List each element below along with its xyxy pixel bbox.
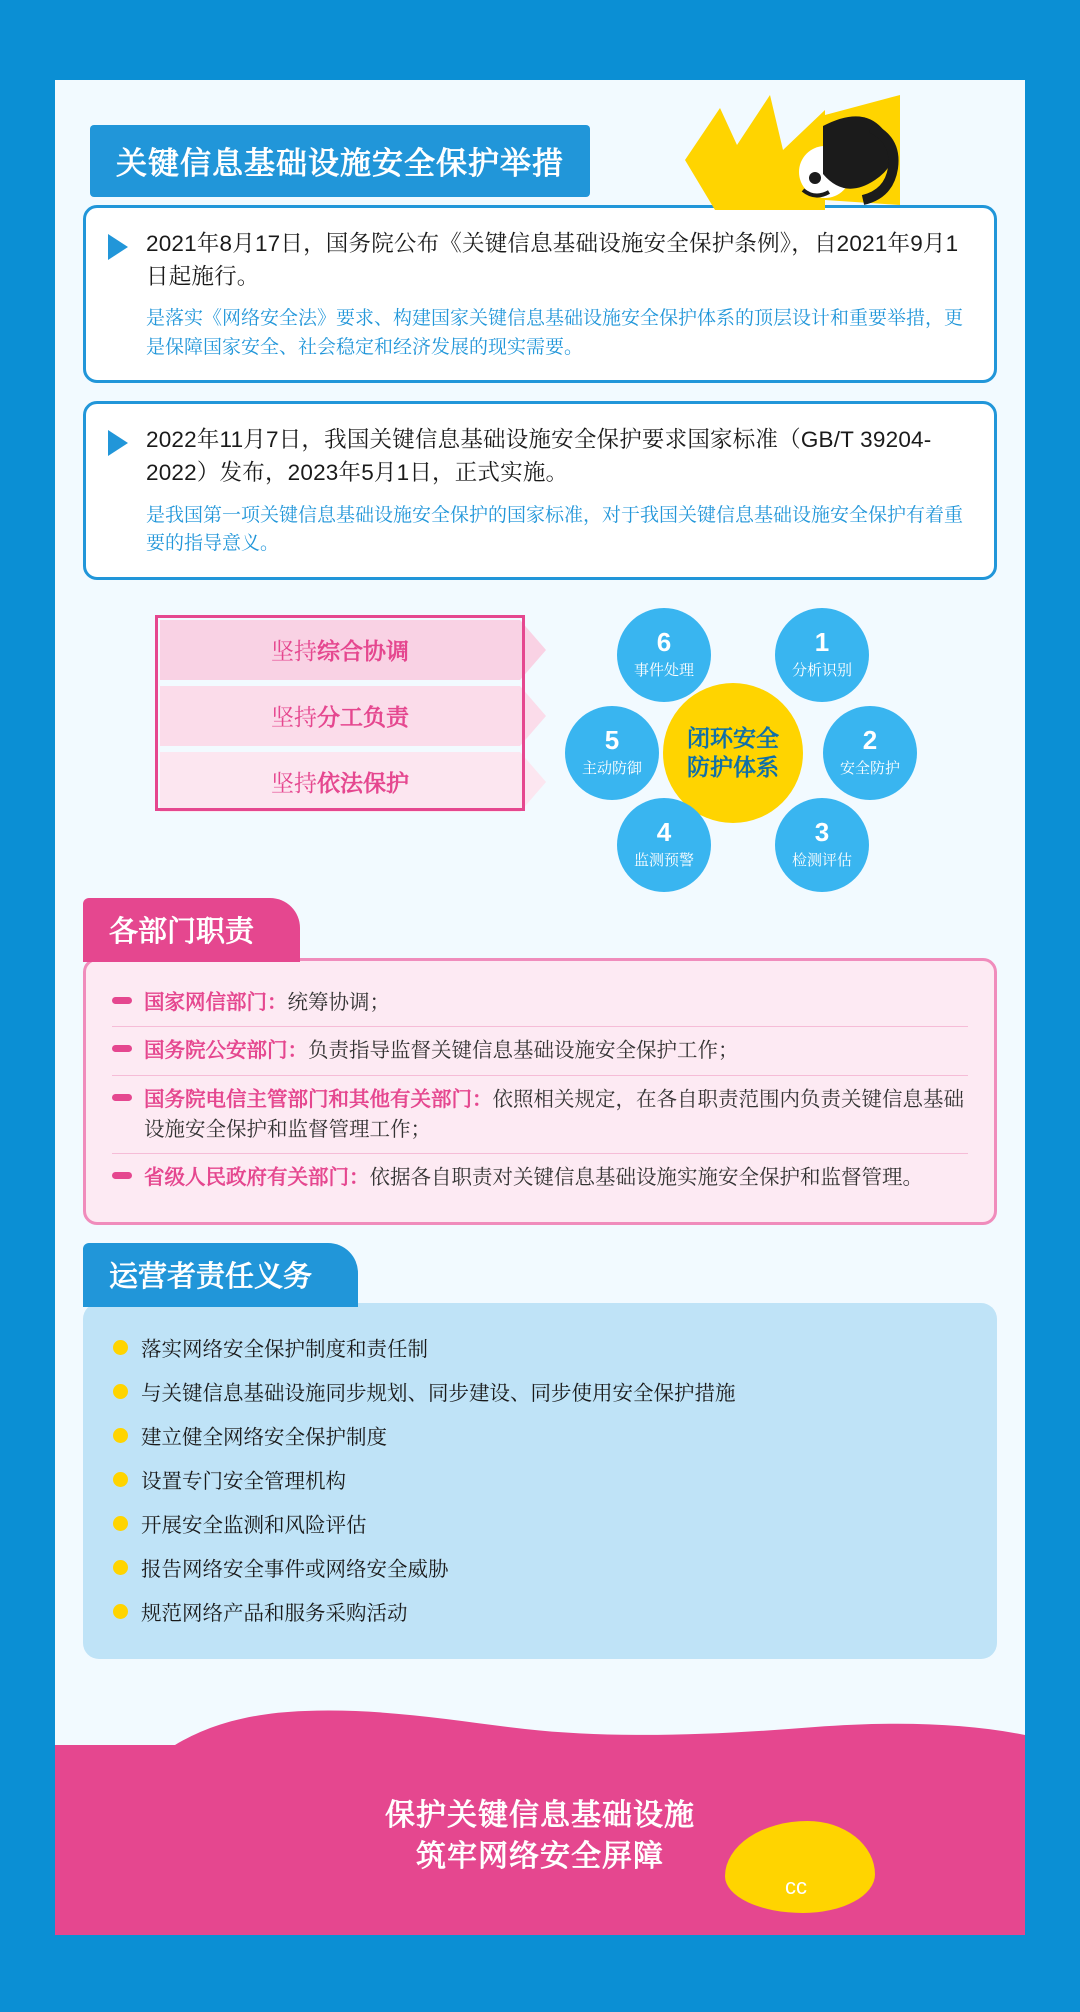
dept-row-name: 国务院电信主管部门和其他有关部门：	[144, 1087, 493, 1111]
dept-row-text: 依据各自职责对关键信息基础设施实施安全保护和监督管理。	[369, 1166, 923, 1190]
footer-slogan-line1: 保护关键信息基础设施	[385, 1799, 695, 1832]
poster-canvas	[55, 80, 1025, 1935]
list-item	[113, 1545, 967, 1589]
dept-row	[112, 1154, 968, 1202]
principles-outline	[155, 615, 525, 811]
megaphone-burst-icon	[675, 90, 905, 220]
operator-item-text: 报告网络安全事件或网络安全威胁	[141, 1558, 449, 1582]
list-item	[113, 1325, 967, 1369]
list-item	[113, 1501, 967, 1545]
dept-row-name: 省级人民政府有关部门：	[144, 1166, 370, 1190]
dept-row-name: 国务院公安部门：	[144, 1039, 308, 1063]
dept-row	[112, 979, 968, 1028]
dept-section-tab: 各部门职责	[83, 898, 300, 962]
wheel-node-1	[775, 608, 869, 702]
wheel-node-6-label: 事件处理	[633, 661, 694, 679]
principle-2-prefix: 坚持	[271, 704, 317, 730]
operator-item-text: 建立健全网络安全保护制度	[141, 1426, 387, 1450]
dash-bullet-icon	[112, 1045, 132, 1052]
wheel-hub-line2: 防护体系	[687, 753, 779, 780]
dot-bullet-icon	[113, 1560, 128, 1575]
wheel-node-2	[823, 706, 917, 800]
closed-loop-wheel-diagram	[555, 598, 975, 898]
principles-and-wheel	[55, 598, 1025, 898]
wheel-hub-line1: 闭环安全	[687, 724, 779, 751]
info-card-1-lead: 2021年8月17日，国务院公布《关键信息基础设施安全保护条例》，自2021年9月1日起施行。	[146, 231, 959, 289]
list-item	[113, 1457, 967, 1501]
operator-item-text: 与关键信息基础设施同步规划、同步建设、同步使用安全保护措施	[141, 1382, 736, 1406]
wheel-node-2-number: 2	[862, 725, 878, 756]
dept-row	[112, 1027, 968, 1076]
operator-item-text: 设置专门安全管理机构	[141, 1470, 346, 1494]
wheel-node-5	[565, 706, 659, 800]
operator-section-tab: 运营者责任义务	[83, 1243, 358, 1307]
wheel-node-2-label: 安全防护	[839, 759, 900, 777]
list-item	[113, 1369, 967, 1413]
dash-bullet-icon	[112, 1172, 132, 1179]
dept-row-text: 统筹协调；	[287, 990, 390, 1014]
dept-row	[112, 1076, 968, 1154]
page-title: 关键信息基础设施安全保护举措	[90, 125, 590, 197]
triangle-marker-icon	[108, 430, 128, 456]
wheel-node-3	[775, 798, 869, 892]
dot-bullet-icon	[113, 1428, 128, 1443]
wheel-node-6-number: 6	[656, 627, 672, 658]
principle-3-prefix: 坚持	[271, 770, 317, 796]
wheel-node-3-number: 3	[814, 817, 830, 848]
dash-bullet-icon	[112, 1094, 132, 1101]
wheel-node-5-label: 主动防御	[581, 759, 642, 777]
operator-item-text: 开展安全监测和风险评估	[141, 1514, 367, 1538]
operator-item-text: 落实网络安全保护制度和责任制	[141, 1338, 428, 1362]
principle-1-prefix: 坚持	[271, 638, 317, 664]
operator-duty-list	[83, 1303, 997, 1659]
dot-bullet-icon	[113, 1472, 128, 1487]
footer-watermark: cc	[785, 1874, 807, 1899]
dot-bullet-icon	[113, 1384, 128, 1399]
triangle-marker-icon	[108, 234, 128, 260]
info-card-1	[83, 205, 997, 383]
dept-row-text: 依照相关规定，在各自职责范围内负责关键信息基础设施安全保护和监督管理工作；	[144, 1087, 964, 1141]
dept-responsibility-list	[83, 958, 997, 1226]
principle-1-strong: 综合协调	[317, 638, 409, 664]
wheel-node-4-number: 4	[656, 817, 672, 848]
footer-slogan-line2: 筑牢网络安全屏障	[416, 1839, 664, 1873]
wheel-node-1-label: 分析识别	[791, 661, 852, 679]
info-card-2	[83, 401, 997, 579]
info-card-1-sub: 是落实《网络安全法》要求、构建国家关键信息基础设施安全保护体系的顶层设计和重要举措，更是保障国家安全、社会稳定和经济发展的现实需要。	[146, 308, 964, 358]
principle-3-strong: 依法保护	[317, 770, 409, 796]
dot-bullet-icon	[113, 1604, 128, 1619]
dot-bullet-icon	[113, 1516, 128, 1531]
info-card-2-sub: 是我国第一项关键信息基础设施安全保护的国家标准，对于我国关键信息基础设施安全保护有着重要的指导意义。	[146, 504, 964, 554]
dept-row-text: 负责指导监督关键信息基础设施安全保护工作；	[308, 1039, 739, 1063]
footer-slogan	[55, 1796, 1025, 1877]
poster-header	[55, 105, 1025, 205]
info-card-2-lead: 2022年11月7日，我国关键信息基础设施安全保护要求国家标准（GB/T 39204-2022）发布，2023年5月1日，正式实施。	[146, 427, 932, 485]
dot-bullet-icon	[113, 1340, 128, 1355]
operator-item-text: 规范网络产品和服务采购活动	[141, 1602, 408, 1626]
list-item	[113, 1589, 967, 1633]
dash-bullet-icon	[112, 997, 132, 1004]
wheel-node-6	[617, 608, 711, 702]
list-item	[113, 1413, 967, 1457]
wheel-node-5-number: 5	[604, 725, 620, 756]
principle-2-strong: 分工负责	[317, 704, 409, 730]
wheel-node-3-label: 检测评估	[791, 851, 852, 869]
wheel-node-1-number: 1	[814, 627, 830, 658]
dept-row-name: 国家网信部门：	[144, 990, 288, 1014]
poster-footer	[55, 1705, 1025, 1935]
wheel-node-4-label: 监测预警	[633, 851, 694, 869]
wheel-node-4	[617, 798, 711, 892]
